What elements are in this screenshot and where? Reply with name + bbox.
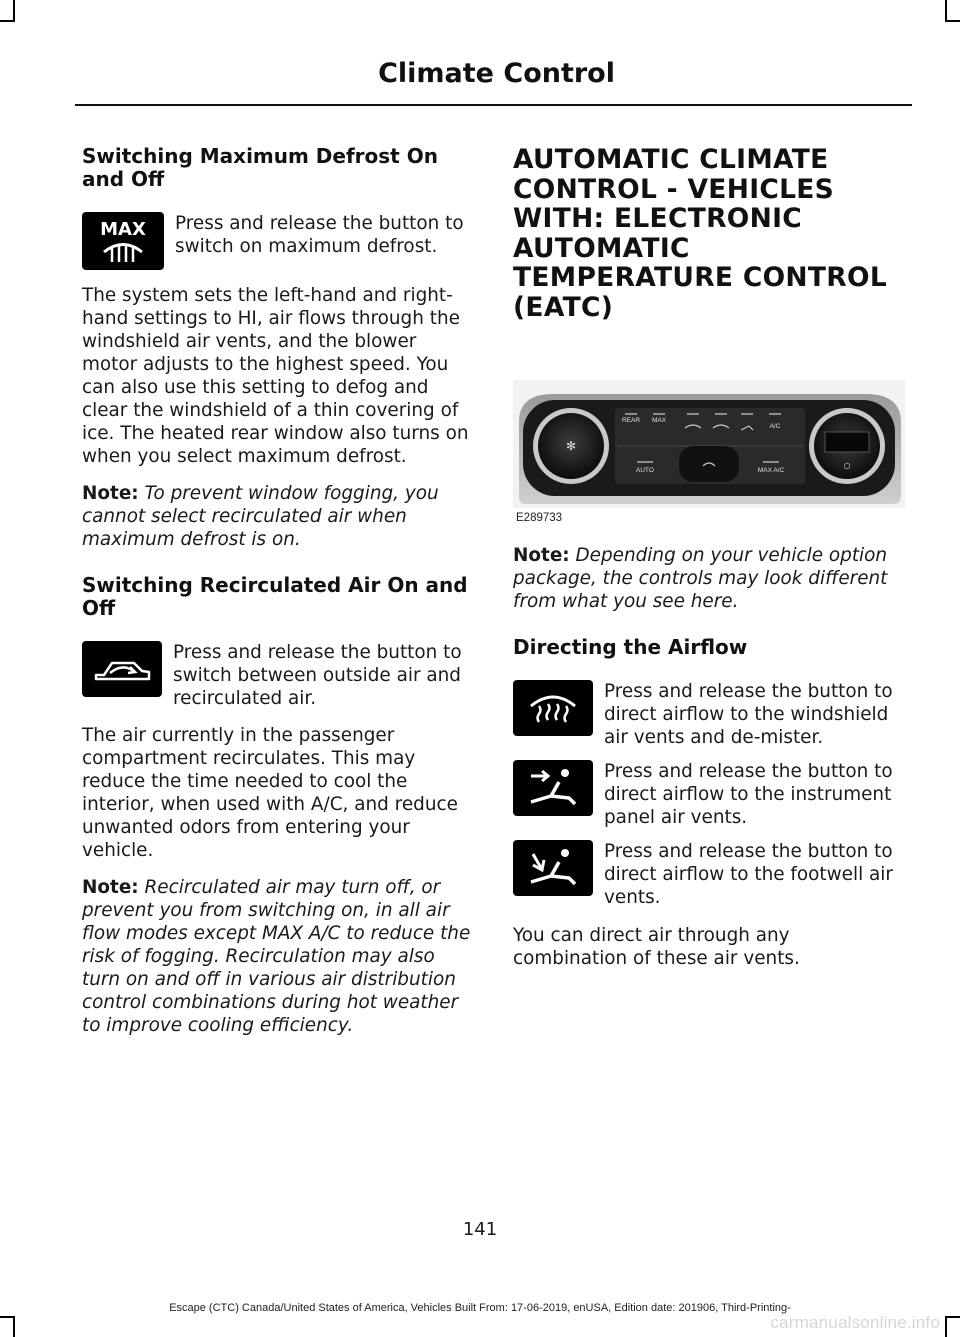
svg-text:✻: ✻	[565, 439, 577, 453]
crop-mark	[945, 20, 960, 22]
header-rule	[75, 104, 912, 106]
control-panel-figure	[513, 380, 908, 524]
crop-mark	[0, 1316, 15, 1318]
recirc-row	[82, 641, 474, 710]
crop-mark	[945, 0, 947, 20]
maxac-label: MAX A/C	[757, 467, 785, 474]
panel-vent-icon	[513, 760, 593, 816]
right-column	[513, 145, 908, 970]
airflow-closing: You can direct air through any combination of these air vents.	[513, 925, 800, 969]
footer-edition: Escape (CTC) Canada/United States of America, Vehicles Built From: 17-06-2019, enUSA, Edition date: 201906, Third-Printing-	[169, 1302, 791, 1314]
climate-control-panel-photo	[513, 380, 905, 508]
auto-label: AUTO	[636, 467, 654, 474]
note-text: Depending on your vehicle option package, the controls may look different from what you see here.	[513, 545, 888, 612]
recirc-body: The air currently in the passenger compartment recirculates. This may reduce the time needed to cool the interior, when used with A/C, and reduce unwanted odors from entering your vehicle.	[82, 725, 458, 861]
recirculation-icon	[82, 641, 162, 697]
max-icon-label: MAX	[100, 219, 146, 240]
page-title: Climate Control	[378, 58, 615, 89]
max-defrost-body: The system sets the left-hand and right-hand settings to HI, air flows through the windshield air vents, and the blower motor adjusts to the highest speed. You can also use this setting to defog and clear the windshield of a thin covering of ice. The heated rear window also turns on when you select maximum defrost.	[82, 285, 469, 467]
svg-text:○: ○	[843, 461, 851, 470]
recirc-instruction: Press and release the button to switch between outside air and recirculated air.	[173, 642, 462, 709]
max-label: MAX	[651, 417, 667, 424]
section-heading-max-defrost: Switching Maximum Defrost On and Off	[82, 144, 438, 191]
figure-code: E289733	[516, 512, 563, 524]
page-number: 141	[462, 1219, 498, 1240]
note-label: Note:	[82, 877, 139, 898]
max-defrost-instruction: Press and release the button to switch on maximum defrost.	[175, 213, 464, 257]
section-heading-recirculated-air: Switching Recirculated Air On and Off	[82, 573, 468, 620]
ac-label: A/C	[769, 423, 781, 430]
eatc-note	[513, 544, 908, 613]
rear-label: REAR	[621, 417, 641, 424]
windshield-defrost-icon	[513, 680, 593, 736]
max-defrost-note	[82, 482, 474, 551]
note-text: To prevent window fogging, you cannot select recirculated air when maximum defrost is on.	[82, 483, 439, 550]
eatc-heading: AUTOMATIC CLIMATE CONTROL - VEHICLES WITH: ELECTRONIC AUTOMATIC TEMPERATURE CONTROL (EATC)	[513, 144, 888, 323]
crop-mark	[13, 1318, 15, 1337]
crop-mark	[0, 20, 15, 22]
crop-mark	[945, 1316, 960, 1318]
note-text: Recirculated air may turn off, or prevent you from switching on, in all air flow modes except MAX A/C to reduce the risk of fogging. Recirculation may also turn on and off in various air distribution control combinations during hot weather to improve cooling efficiency.	[82, 877, 471, 1036]
left-column	[82, 145, 474, 1037]
note-label: Note:	[513, 545, 570, 566]
crop-mark	[13, 0, 15, 20]
airflow-panel-text: Press and release the button to direct airflow to the instrument panel air vents.	[604, 761, 893, 828]
airflow-heading: Directing the Airflow	[513, 635, 748, 659]
max-defrost-icon	[82, 212, 164, 270]
crop-mark	[945, 1318, 947, 1337]
airflow-row-footwell	[513, 840, 908, 909]
airflow-windshield-text: Press and release the button to direct airflow to the windshield air vents and de-mister.	[604, 681, 893, 748]
max-defrost-row	[82, 212, 474, 270]
airflow-row-windshield	[513, 680, 908, 749]
footwell-vent-icon	[513, 840, 593, 896]
airflow-footwell-text: Press and release the button to direct airflow to the footwell air vents.	[604, 841, 893, 908]
airflow-row-panel	[513, 760, 908, 829]
note-label: Note:	[82, 483, 139, 504]
recirc-note	[82, 876, 474, 1037]
watermark: carmanualsonline.info	[770, 1313, 940, 1332]
